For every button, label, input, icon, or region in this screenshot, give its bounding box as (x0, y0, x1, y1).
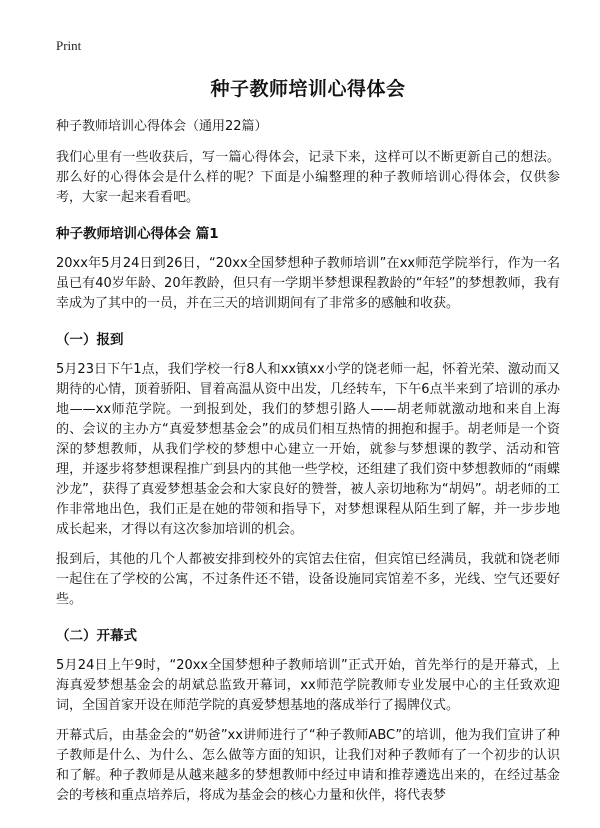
document-body (56, 74, 560, 816)
section-paragraph: 20xx年5月24日到26日，“20xx全国梦想种子教师培训”在xx师范学院举行，作为一名虽已有40岁年龄、20年教龄，但只有一学期半梦想课程教龄的“年轻”的梦想教师，我有幸成为了其中的一员，并在三天的培训期间有了非常多的感触和收获。 (56, 256, 560, 311)
registration-paragraph-1: 5月23日下午1点，我们学校一行8人和xx镇xx小学的饶老师一起，怀着光荣、激动而又期待的心情，顶着骄阳、冒着高温从资中出发，几经转车，下午6点半来到了培训的承办地——xx师范学院。一到报到处，我们的梦想引路人——胡老师就激动地和来自上海的、会议的主办方“真爱梦想基金会”的成员们相互热情的拥抱和握手。胡老师是一个资深的梦想教师，从我们学校的梦想中心建立一开始，就参与梦想课的教学、活动和管理，并逐步将梦想课程推广到县内的其他一些学校，还组建了我们资中梦想教师的“雨蝶沙龙”，获得了真爱梦想基金会和大家良好的赞誉，被人亲切地称为“胡妈”。胡老师的工作非常地出色，我们正是在她的带领和指导下，对梦想课程从陌生到了解，并一步步地成长起来，才得以有这次参加培训的机会。 (56, 362, 560, 537)
intro-paragraph: 我们心里有一些收获后，写一篇心得体会，记录下来，这样可以不断更新自己的想法。那么好的心得体会是什么样的呢？下面是小编整理的种子教师培训心得体会，仅供参考，大家一起来看看吧。 (56, 150, 560, 205)
registration-paragraph-2: 报到后，其他的几个人都被安排到校外的宾馆去住宿，但宾馆已经满员，我就和饶老师一起住在了学校的公寓，不过条件还不错，设备设施同宾馆差不多，光线、空气还要好些。 (56, 552, 560, 607)
opening-paragraph-2: 开幕式后，由基金会的“奶爸”xx讲师进行了“种子教师ABC”的培训，他为我们宣讲了种子教师是什么、为什么、怎么做等方面的知识，让我们对种子教师有了一个初步的认识和了解。种子教师是从越来越多的梦想教师中经过申请和推荐遴选出来的，在经过基金会的考核和重点培养后，将成为基金会的核心力量和伙伴，将代表梦 (56, 728, 560, 803)
print-link[interactable]: Print (56, 38, 82, 53)
subsection-heading-registration: （一）报到 (56, 332, 124, 348)
page-title: 种子教师培训心得体会 (210, 78, 406, 100)
opening-paragraph-1: 5月24日上午9时，“20xx全国梦想种子教师培训”正式开始，首先举行的是开幕式，上海真爱梦想基金会的胡斌总监致开幕词，xx师范学院教师专业发展中心的主任致欢迎词，全国首家开设在师范学院的真爱梦想基地的落成举行了揭牌仪式。 (56, 658, 560, 713)
subsection-heading-opening: （二）开幕式 (56, 628, 137, 644)
document-subtitle: 种子教师培训心得体会（通用22篇） (56, 119, 268, 134)
section-heading: 种子教师培训心得体会 篇1 (56, 226, 219, 242)
